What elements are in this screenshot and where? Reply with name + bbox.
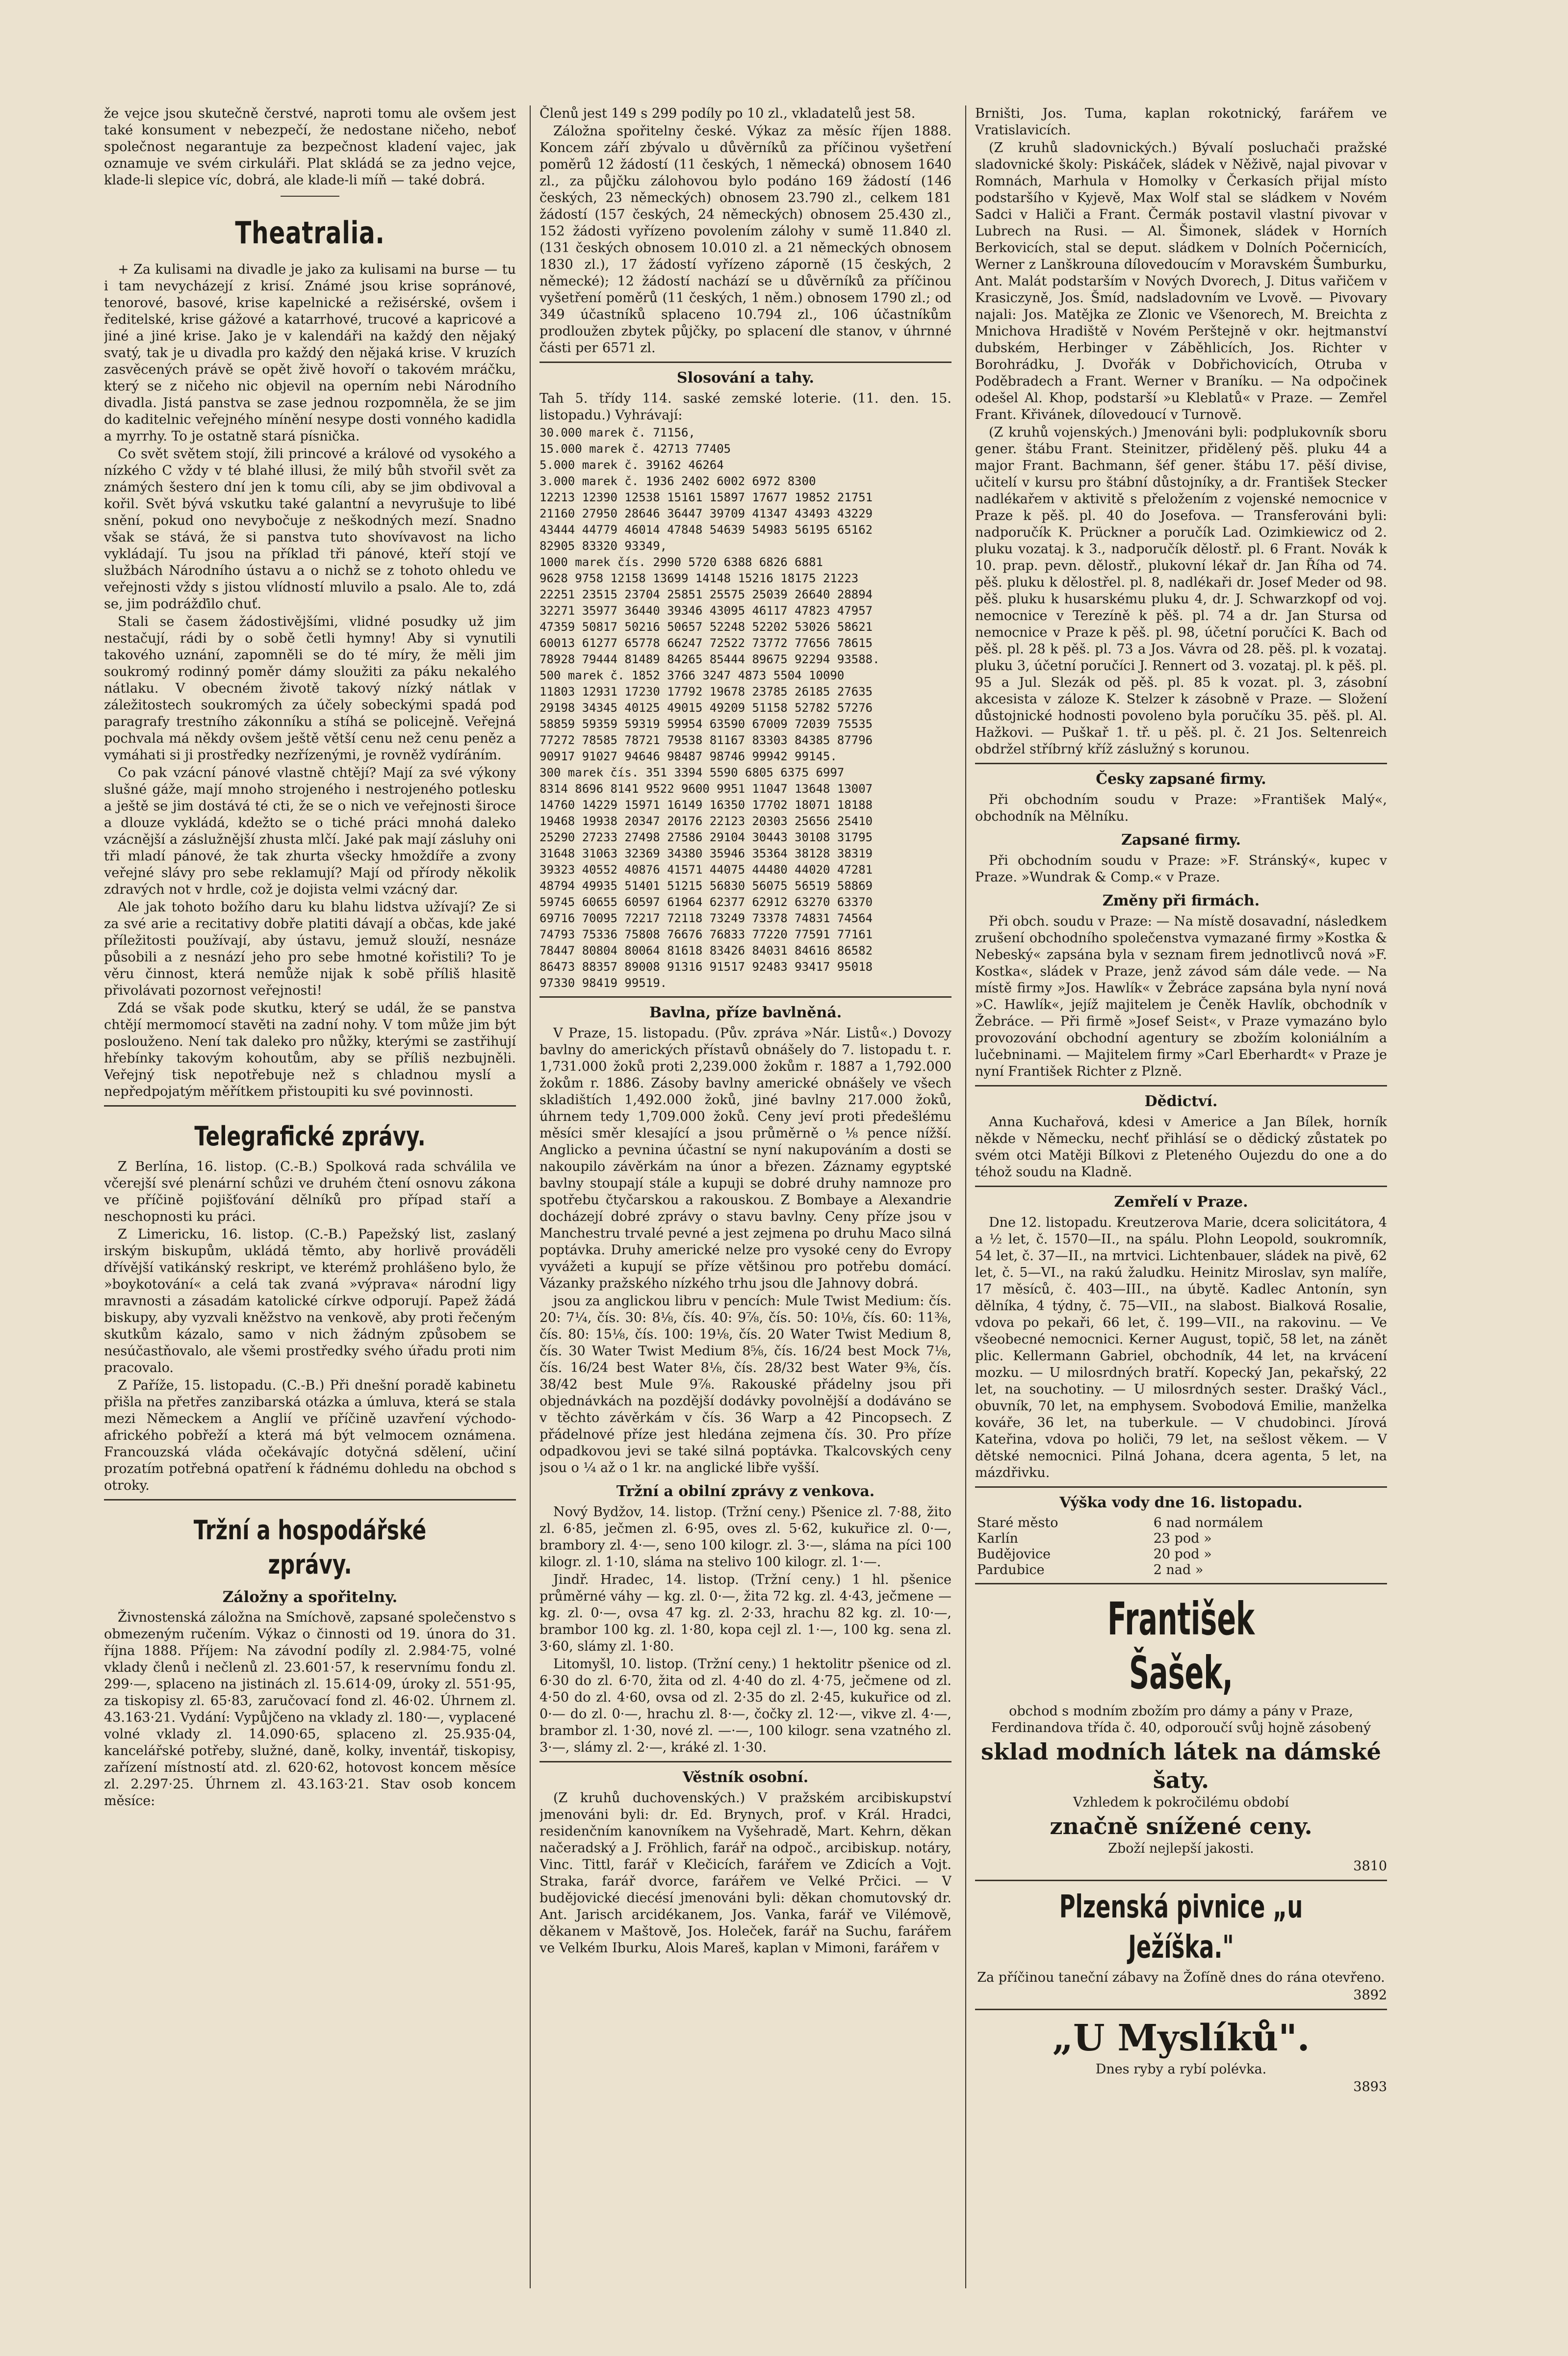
article-text: V Praze, 15. listopadu. (Pův. zpráva »Nár. Listů«.) Dovozy bavlny do amerických přístavů obnášely do 7. listopadu t. r. 1,731.000 žoků proti 2,239.000 žokům r. 1887 a 1,792.000 žokům r. 1886. Zásoby bavlny americké obnášely ve všech skladištích 1,492.000 žoků, jiné bavlny 217.000 žoků, úhrnem tedy 1,709.000 žoků. Ceny jeví proti předešlému měsíci směr klesající a jsou průměrně o ⅛ pence nížší. Anglicko a pevnina účastní se nyní nakupováním a dosti se nakoupilo závěrkám na únor a březen. Záznamy egyptské bavlny stoupají stále a kupuji se dobré druhy namnoze pro spotřebu čtyčarskou a rakouskou. Z Bombaye a Alexandrie docházejí dobré zprávy o stavu bavlny. Ceny příze jsou v Manchestru trvalé pevné a jest zejmena po druhu Maco silná poptávka. Druhy americké nelze pro vysoké ceny do Evropy vyvážeti a kupují se příze většinou pro potřebu domácí. Vázanky pražského nízkého trhu jsou dle Jahnovy dobrá. (540, 1026, 951, 1291)
section-heading-obili: Tržní a obilní zprávy z venkova. (616, 1483, 875, 1500)
water-level-table (975, 1515, 1387, 1578)
table-cell: 20 pod » (1153, 1547, 1212, 1562)
lottery-line: 14760 14229 15971 16149 16350 17702 18071 18188 (540, 798, 873, 812)
article-text: Při obchodním soudu v Praze: »F. Stránský«, kupec v Praze. »Wundrak & Comp.« v Praze. (975, 853, 1387, 885)
section-heading-bavlna: Bavlna, příze bavlněná. (649, 1004, 842, 1021)
section-heading-dedictvi: Dědictví. (1144, 1093, 1218, 1110)
table-row (975, 1562, 1387, 1578)
section-heading-trzni: Tržní a hospodářské zprávy. (193, 1515, 427, 1580)
section-heading-zapsane: Zapsané firmy. (1121, 831, 1241, 849)
article-text: Co pak vzácní pánové vlastně chtějí? Mají za své výkony slušné gáže, mají mnoho strojeného i nestrojeného potlesku a ještě se jim dostává té cti, že se o nich ve veřejnosti široce a dlouze vykládá, kdežto se o tiché práci mnohá daleko vzácnější a záslužnější zhusta mlčí. Jaké pak mají zásluhy oni tři mladí pánové, že tak zhurta všecky hmoždíře a zvony veřejné slávy pro sebe reklamují? Mají od přírody několik zdravých not v hrdle, což je dojista velmi vzácný dar. (104, 765, 516, 897)
ad-number: 3810 (1353, 1859, 1387, 1874)
lottery-line: 21160 27950 28646 36447 39709 41347 43493 43229 (540, 507, 873, 520)
column-rule (965, 105, 966, 2288)
subheading: Záložny a spořitelny. (222, 1588, 398, 1606)
article-text: Jindř. Hradec, 14. listop. (Tržní ceny.) 1 hl. pšenice průměrné váhy — kg. zl. 0·—, žita 72 kg. zl. 4·43, ječmene — kg. zl. 0·—, ovsa 47 kg. zl. 2·33, hrachu 82 kg. zl. 10·—, brambor 100 kg. zl. 1·80, kopa cejl zl. 1·—, 100 kg. sena zl. 3·60, slámy zl. 1·80. (540, 1572, 951, 1654)
lottery-line: 77272 78585 78721 79538 81167 83303 84385 87796 (540, 733, 873, 747)
divider (975, 1085, 1387, 1087)
divider (281, 196, 339, 197)
ad-text: Vzhledem k pokročilému období (1073, 1795, 1289, 1810)
lottery-line: 48794 49935 51401 51215 56830 56075 56519 58869 (540, 879, 873, 893)
lottery-line: 97330 98419 99519. (540, 976, 668, 990)
section-heading-zmeny: Změny při firmách. (1102, 892, 1260, 909)
divider (540, 362, 951, 363)
lottery-line: 59745 60655 60597 61964 62377 62912 63270 63370 (540, 895, 873, 909)
section-heading-slosovani: Slosování a tahy. (677, 369, 814, 387)
lottery-line: 500 marek č. 1852 3766 3247 4873 5504 10090 (540, 669, 845, 682)
divider (975, 1583, 1387, 1584)
table-cell: 2 nad » (1153, 1562, 1204, 1578)
article-text: (Z kruhů duchovenských.) V pražském arcibiskupství jmenováni byli: dr. Ed. Brynych, prof. v Král. Hradci, residenčním kanovníkem na Vyšehradě, Mart. Kehrn, děkan načeradský a J. Fröhlich, farář na odpoč., arcibiskup. notáry, Vinc. Tittl, farář v Klečicích, farářem ve Zdicích a Vojt. Straka, farář dvorce, farářem ve Velké Prčici. — V budějovické diecésí jmenováni byli: děkan chomutovský dr. Ant. Jarisch arcidékanem, Jos. Vanka, farář ve Vilémově, děkanem v Maštově, Jos. Holeček, farář na Suchu, farářem ve Velkém Iburku, Alois Mareš, kaplan v Mimoni, farářem v (540, 1790, 951, 1956)
ad-text: obchod s modním zbožím pro dámy a pány v Praze, Ferdinandova třída č. 40, odporoučí svůj hojně zásobený (991, 1704, 1371, 1735)
article-text: Ale jak tohoto božího daru ku blahu lidstva užívají? Ze si za své arie a recitativy dobře platiti dávají a občas, kde jaké příležitosti používají, aby ústavu, jemuž slouží, nesnáze působili a z nesnází jeho pro sebe hmotné kořistili? To je věru činnost, která nemůže nijak k sobě příliš hlasitě přivolávati pozornost veřejnosti! (104, 900, 516, 998)
ad-plzen-name: Plzenská pivnice „u Ježíška." (1059, 1889, 1303, 1966)
article-text: Anna Kuchařová, kdesi v Americe a Jan Bílek, horník někde v Německu, nechť přihlásí se o dědický zůstatek po svém otci Matěji Bílkovi z Pleteného Oujezdu do one a do téhož soudu na Kladně. (975, 1114, 1387, 1180)
divider (104, 1105, 516, 1107)
section-heading-telegraf: Telegrafické zprávy. (194, 1121, 426, 1152)
lottery-line: 25290 27233 27498 27586 29104 30443 30108 31795 (540, 830, 873, 844)
table-cell: Pardubice (977, 1562, 1045, 1578)
lottery-line: 78928 79444 81489 84265 85444 89675 92294 93588. (540, 652, 880, 666)
table-cell: Staré město (977, 1515, 1058, 1530)
ad-headline: značně snížené ceny. (1050, 1813, 1312, 1839)
lottery-line: 22251 23515 23704 25851 25575 25039 26640 28894 (540, 588, 873, 601)
divider (975, 1186, 1387, 1187)
divider (975, 2009, 1387, 2010)
lottery-line: 29198 34345 40125 49015 49209 51158 52782 57276 (540, 701, 873, 715)
ad-myslik-name: „U Myslíků". (1052, 2017, 1310, 2059)
ad-text: Dnes ryby a rybí polévka. (1095, 2062, 1267, 2077)
lottery-line: 9628 9758 12158 13699 14148 15216 18175 21223 (540, 571, 859, 585)
table-cell: Karlín (977, 1531, 1018, 1546)
divider (975, 763, 1387, 764)
ad-text: Za příčinou taneční zábavy na Žofíně dnes do rána otevřeno. (977, 1970, 1385, 1985)
ad-sasek-name: František Šašek, (1107, 1593, 1255, 1699)
table-row (975, 1515, 1387, 1531)
article-text: Z Limericku, 16. listop. (C.-B.) Papežský list, zaslaný irským biskupům, ukládá těmto, aby horlivě prováděli dřívější vatikánský reskript, ve kterémž prohlášeno bylo, že »boykotování« a celá tak zvaná »výprava« národní ligy mravnosti a zásadám katolické církve odporují. Papež žádá biskupy, aby vyzvali kněžstvo na venkově, aby proti řečeným skutkům kázalo, samo v nich žádným způsobem se nesúčastňovalo, ale všemi prostředky svého úřadu proti nim pracovalo. (104, 1227, 516, 1375)
article-text: Dne 12. listopadu. Kreutzerova Marie, dcera solicitátora, 4 a ½ let, č. 1570—II., na spálu. Plohn Leopold, soukromník, 54 let, č. 37—II., na mrtvici. Lichtenbauer, sládek na pivě, 62 let, č. 5—VI., na rakú žaludku. Heinitz Miroslav, syn malíře, 17 měsíců, č. 403—III., na úbytě. Kadlec Antonín, syn dělníka, 4 týdny, č. 75—VII., na slabost. Bialková Rosalie, vdova po pekaři, 66 let, č. 199—VII., na rakovinu. — Ve všeobecné nemocnici. Kerner August, topič, 58 let, na zánět plic. Kellermann Gabriel, obchodník, 44 let, na krvácení mozku. — U milosrdných bratří. Kopecký Jan, pekařský, 22 let, na souchotiny. — U milosrdných sester. Drašký Václ., obuvník, 70 let, na emphysem. Svobodová Emilie, manželka kováře, 36 let, na tuberkule. — V chudobinci. Jírová Kateřina, vdova po holiči, 79 let, na sešlost věkem. — V dětské nemocnici. Pilná Johana, dcera agenta, 5 let, na mázdřivku. (975, 1215, 1387, 1480)
lottery-line: 19468 19938 20347 20176 22123 20303 25656 25410 (540, 814, 873, 828)
article-text: Brništi, Jos. Tuma, kaplan rokotnický, farářem ve Vratislavicích. (975, 106, 1387, 138)
column-2 (540, 105, 951, 2288)
ad-number: 3892 (1353, 1988, 1387, 2003)
lottery-line: 58859 59359 59319 59954 63590 67009 72039 75535 (540, 717, 873, 731)
article-text: (Z kruhů vojenských.) Jmenováni byli: podplukovník sboru gener. štábu Frant. Steinitzer, přidělený pěš. pluku 44 a major Frant. Bachmann, šéf gener. štábu 17. pěší divise, učitelí v kursu pro štábní důstojníky, a dr. František Stecker nadlékařem v aktivitě s přeložením z vojenské nemocnice v Praze k pěš. pl. 40 do Josefova. — Transferováni byli: nadporučík K. Prückner a poručík Lad. Ozimkiewicz od 2. pluku vozataj. k 3., nadporučík dělostř. pl. 6 Frant. Novák k 10. prap. pevn. dělostř., plukovní lékař dr. Jan Říha od 74. pěš. pluku k dělostřel. pl. 8, nadlékaři dr. Josef Meder od 98. pěš. pluku k husarskému pluku 4, dr. J. Schwarzkopf od voj. nemocnice v Terezíně k pěš. pl. 74 a dr. Jan Stursa od nemocnice v Praze k pěš. pl. 98, účetní poručíci K. Bach od pěš. pl. 28 k pěš. pl. 73 a Jos. Vávra od 28. pěš. pl. k vozataj. pluku 3, účetní poručíci J. Rennert od 3. vozataj. pl. k pěš. pl. 95 a Jul. Slezák od pěš. pl. 85 k vozat. pl. 3, zásobní akcesista v záloze K. Stelzer k zásobně v Praze. — Složení důstojnické hodnosti povoleno byla poručíku 35. pěš. pl. Al. Hažkovi. — Puškař 1. tř. u pěš. pl. č. 21 Jos. Seltenreich obdržel stříbrný kříž záslužný s korunou. (975, 425, 1387, 757)
section-heading-theatralia: Theatralia. (235, 215, 385, 251)
divider (540, 996, 951, 998)
divider (975, 1486, 1387, 1488)
article-text: jsou za anglickou libru v pencích: Mule Twist Medium: čís. 20: 7¼, čís. 30: 8⅛, čís. 40: 9⅞, čís. 50: 10⅛, čís. 60: 11⅜, čís. 80: 15⅛, čís. 100: 19⅛, čís. 20 Water Twist Medium 8, čís. 30 Water Twist Medium 8⅝, čís. 16/24 best Mock 7⅛, čís. 16/24 best Water 8⅛, čís. 28/32 best Water 9⅜, čís. 38/42 best Mule 9⅞. Rakouské přádelny jsou při objednávkách na pozdější dodávky povolnější a dodáváno se v těchto závěrkám v čís. 36 Warp a 42 Pincopsech. Z přádelnové příze jest hledána zejmena čís. 30. Pro příze odpadkovou jevi se také silná poptávka. Tkalcovských ceny jsou o ¼ až o 1 kr. na anglické libře vyšší. (540, 1294, 951, 1476)
lottery-line: 300 marek čís. 351 3394 5590 6805 6375 6997 (540, 766, 845, 779)
lottery-line: 69716 70095 72217 72118 73249 73378 74831 74564 (540, 911, 873, 925)
table-cell: 23 pod » (1153, 1531, 1212, 1546)
article-text: Co svět světem stojí, žili princové a králové od vysokého a nízkého C vždy v té blahé illusi, že milý bůh stvořil svět za známých šestero dní jen k tomu cíli, aby se jim obdivoval a kořil. Svět bývá vskutku také galantní a nevyrušuje to libé snění, pokud ono nevybočuje z neškodných mezí. Snadno však se stává, že si panstva tuto shovívavost na licho vykládají. Tu jsou na příklad tři pánové, kteří stojí ve službách Národního ústavu a o nichž se z tohoto ohledu ve veřejnosti vždy s jistou vlídností mluvilo a psalo. Ale to, zdá se, jim podrážďilo chuť. (104, 446, 516, 612)
lottery-line: 8314 8696 8141 9522 9600 9951 11047 13648 13007 (540, 782, 873, 796)
column-3 (975, 105, 1387, 2288)
article-text: + Za kulisami na divadle je jako za kulisami na burse — tu i tam nevycházejí z krisí. Známé jsou krise sopránové, tenorové, basové, krise kapelnické a režisérské, ovšem i ředitelské, krise gážové a katarrhové, trucové a kapricové a jiné a jiné krise. Jako je v kalendáři na každý den nějaký svatý, tak je u divadla pro každý den nějaká krise. V kruzích zasvěcených právě se opět živě hovoří o takovém mráčku, který se z ničeho nic objevil na operním nebi Národního divadla. Jistá panstva se zase jednou rozpomněla, že se jim do kaditelnic veřejného mínění nesype dosti vonného kadidla a myrrhy. To je ostatně stará písnička. (104, 262, 516, 444)
article-text: Zdá se však pode skutku, který se udál, že se panstva chtějí mermomocí stavěti na zadní nohy. V tom může jim být poslouženo. Není tak daleko pro nůžky, kterými se zastřihují hřebínky takovým kohoutům, aby se příliš nezbujněli. Veřejný tisk nepotřebuje než s chladnou myslí a nepředpojatým měřítkem přistoupiti ku své povinnosti. (104, 1001, 516, 1099)
divider (975, 1880, 1387, 1881)
article-text: Litomyšl, 10. listop. (Tržní ceny.) 1 hektolitr pšenice od zl. 6·30 do zl. 6·70, žita od zl. 4·40 do zl. 4·75, ječmene od zl. 4·50 do zl. 4·60, ovsa od zl. 2·35 do zl. 2·45, kukuřice od zl. 0·— do zl. 0·—, hrachu zl. 8·—, čočky zl. 12·—, vikve zl. 4·—, brambor zl. 1·30, nové zl. —·—, 100 kilogr. sena vzatného zl. 3·—, slámy zl. 2·—, kráké zl. 1·30. (540, 1657, 951, 1755)
lottery-line: 31648 31063 32369 34380 35946 35364 38128 38319 (540, 847, 873, 860)
lottery-line: 5.000 marek č. 39162 46264 (540, 458, 724, 472)
section-heading-zemreli: Zemřelí v Praze. (1114, 1193, 1248, 1211)
lottery-line: 1000 marek čís. 2990 5720 6388 6826 6881 (540, 555, 823, 569)
article-text: Při obchodním soudu v Praze: »František Malý«, obchodník na Mělníku. (975, 792, 1387, 824)
lottery-line: 47359 50817 50216 50657 52248 52202 53026 58621 (540, 620, 873, 634)
table-row (975, 1531, 1387, 1547)
divider (104, 1499, 516, 1501)
lottery-line: 30.000 marek č. 71156, (540, 426, 695, 440)
lottery-line: 78447 80804 80064 81618 83426 84031 84616 86582 (540, 944, 873, 958)
article-text: Členů jest 149 s 299 podíly po 10 zl., vkladatelů jest 58. (540, 106, 916, 121)
article-text: Z Berlína, 16. listop. (C.-B.) Spolková rada schválila ve včerejší své plenární schůzi ve druhém čtení osnovu zákona ve příčině pojišťování dělníků pro případ staří a neschopnosti ku práci. (104, 1159, 516, 1224)
columns (104, 105, 1389, 2288)
article-text: Nový Bydžov, 14. listop. (Tržní ceny.) Pšenice zl. 7·88, žito zl. 6·85, ječmen zl. 6·95, oves zl. 5·62, kukuřice zl. 0·—, brambory zl. 4·—, seno 100 kilogr. zl. 3·—, sláma na píci 100 kilogr. zl. 1·10, sláma na stelivo 100 kilogr. zl. 1·—. (540, 1504, 951, 1570)
column-rule (530, 105, 531, 2288)
lottery-line: 15.000 marek č. 42713 77405 (540, 442, 731, 456)
article-text: Při obch. soudu v Praze: — Na místě dosavadní, následkem zrušení obchodního společenstva vymazané firmy »Kostka & Nebeský« zapsána byla v seznam firem jednotlivců nová »F. Kostka«, sládek v Praze, jenž závod sám dále vede. — Na místě firmy »Jos. Hawlík« v Žebráce zapsána byla nyní nová »C. Hawlík«, jejíž majitelem je Čeněk Havlík, obchodník v Žebráce. — Při firmě »Josef Seist«, v Praze vymazáno bylo provozování obchodní agentury se zbožím koloniálním a lučebninami. — Majitelem firmy »Carl Eberhardt« v Praze je nyní František Richter z Plzně. (975, 914, 1387, 1079)
section-heading-vestnik: Věstník osobní. (682, 1769, 809, 1786)
lottery-line: 60013 61277 65778 66247 72522 73772 77656 78615 (540, 636, 873, 650)
lottery-line: 3.000 marek č. 1936 2402 6002 6972 8300 (540, 474, 816, 488)
lottery-line: 86473 88357 89008 91316 91517 92483 93417 95018 (540, 960, 873, 974)
section-heading-cesky: Česky zapsané firmy. (1096, 771, 1266, 788)
article-text: Z Paříže, 15. listopadu. (C.-B.) Při dnešní poradě kabinetu přišla na přetřes zanzibarská otázka a úmluva, která se stala mezi Německem a Anglií ve příčině uzavření východo-afrického pobřeží a která má být velmocem oznámena. Francouzská vláda očekávajíc dotyčná sdělení, učiní prozatím potřebná opatření k řádnému dohledu na obchod s otroky. (104, 1378, 516, 1493)
table-cell: 6 nad normálem (1153, 1515, 1263, 1530)
ad-headline: sklad modních látek na dámské šaty. (981, 1738, 1381, 1793)
article-text: Živnostenská záložna na Smíchově, zapsané společenstvo s obmezeným ručením. Výkaz o činnosti od 19. února do 31. října 1888. Příjem: Na závodní podíly zl. 2.984·75, volné vklady členů i nečlenů zl. 23.601·57, k reservnímu fondu zl. 299·—, splaceno na jistinách zl. 15.614·09, úroky zl. 551·95, za tiskopisy zl. 65·83, zaručovací fond zl. 46·02. Úhrnem zl. 43.163·21. Vydání: Vypůjčeno na vklady zl. 180·—, vyplacené volné vklady zl. 14.090·65, splaceno zl. 25.935·04, kancelářské potřeby, služné, daně, kolky, inventář, tiskopisy, zařízení místností atd. zl. 620·62, hotovost koncem měsíce zl. 2.297·25. Úhrnem zl. 43.163·21. Stav osob koncem měsíce: (104, 1610, 516, 1809)
lottery-line: 32271 35977 36440 39346 43095 46117 47823 47957 (540, 604, 873, 618)
ad-text: Zboží nejlepší jakosti. (1108, 1841, 1254, 1856)
divider (540, 1761, 951, 1762)
lottery-line: 74793 75336 75808 76676 76833 77220 77591 77161 (540, 928, 873, 941)
column-1 (104, 105, 516, 2288)
lottery-line: 11803 12931 17230 17792 19678 23785 26185 27635 (540, 685, 873, 699)
section-heading-vodni: Výška vody dne 16. listopadu. (1059, 1494, 1303, 1511)
lottery-line: 12213 12390 12538 15161 15897 17677 19852 21751 (540, 491, 873, 504)
table-cell: Budějovice (977, 1547, 1051, 1562)
article-text: (Z kruhů sladovnických.) Bývalí posluchači pražské sladovnické školy: Piskáček, sládek v Něživě, najal pivovar v Romnách, Marhula v Homolky v Čerkasích přijal místo podstaršího v Kyjevě, Max Wolf stal se sládkem v Novém Sadci v Haliči a Frant. Čermák postavil vlastní pivovar v Lubrech na Rusi. — Al. Šimonek, sládek v Horních Berkovicích, stal se deput. sládkem v Dolních Počernicích, Werner z Lanškrouna dílovedoucím v Moravském Šumburku, Ant. Malát podstarším v Nových Dvorech, J. Ditus vařičem v Krasiczyně, Jos. Šmíd, nadsladovním ve Lvově. — Pivovary najali: Jos. Matějka ze Zlonic ve Všenorech, M. Breichta z Mnichova Hradiště v Novém Perštejně v okr. hejtmanství dubském, Herbinger v Záběhlicích, Jos. Richter v Borohrádku, J. Dvořák v Dobřichovicích, Otruba v Poděbradech a Frant. Werner v Braníku. — Na odpočinek odešel Al. Khop, podstarší »u Kleblatů« v Praze. — Zemřel Frant. Křivánek, dílovedoucí v Turnově. (975, 140, 1387, 422)
lottery-list (540, 425, 951, 991)
table-row (975, 1547, 1387, 1562)
article-text: Stali se časem žádostivějšími, vlidné posudky už jim nestačují, rádi by o sobě četli hymny! Aby si vynutili takového uznání, zapomněli se do té míry, že měli jim soukromý rodinný poměr dámy sloužiti za páku nekalého nátlaku. V obecném životě takový nízký nátlak v záležitostech soukromých za účely sobeckými spadá pod paragrafy trestního zákonníku a stíhá se policejně. Veřejná pochvala má někdy ovšem ještě větší cenu než cenu peněz a vymáhati si ji prostředky nezřízenými, je rovněž vydíráním. (104, 614, 516, 763)
lottery-line: 82905 83320 93349, (540, 539, 668, 553)
lottery-line: 39323 40552 40876 41571 44075 44480 44020 47281 (540, 863, 873, 877)
article-text: že vejce jsou skutečně čerstvé, naproti tomu ale ovšem jest také konsument v nebezpečí, že nedostane ničeho, neboť společnost negarantuje za bezpečnost kladení vajec, jak oznamuje ve svém cirkuláři. Plat skládá se za jedno vejce, klade-li slepice víc, dobrá, ale klade-li míň — také dobrá. (104, 106, 516, 188)
lottery-line: 90917 91027 94646 98487 98746 99942 99145. (540, 750, 837, 763)
article-text: Záložna spořitelny české. Výkaz za měsíc říjen 1888. Koncem září zbývalo u důvěrníků za příčinou vyšetření poměrů 12 žádostí (11 českých, 1 německá) obnosem 1640 zl., za půjčku zálohovou bylo podáno 169 žádostí (146 českých, 23 německých) obnosem 23.790 zl., celkem 181 žádostí (157 českých, 24 německých) obnosem 25.430 zl., 152 žádosti vyřízeno povolením zálohy v sumě 11.840 zl. (131 českých obnosem 10.010 zl. a 21 německých obnosem 1830 zl.), 17 žádostí vyřízeno záporně (15 českých, 2 německé); 12 žádostí nachází se u důvěrníků za příčinou vyšetření poměrů (11 českých, 1 něm.) obnosem 1790 zl.; od 349 účastníků splaceno 10.794 zl., 106 účastníkům prodloužen zbytek půjčky, po splacení dle stanov, v úhrnné části per 6571 zl. (540, 124, 951, 356)
lottery-heading: Tah 5. třídy 114. saské zemské loterie. (11. den. 15. listopadu.) Vyhrávají: (540, 391, 951, 423)
ad-number: 3893 (1353, 2079, 1387, 2095)
lottery-line: 43444 44779 46014 47848 54639 54983 56195 65162 (540, 523, 873, 537)
